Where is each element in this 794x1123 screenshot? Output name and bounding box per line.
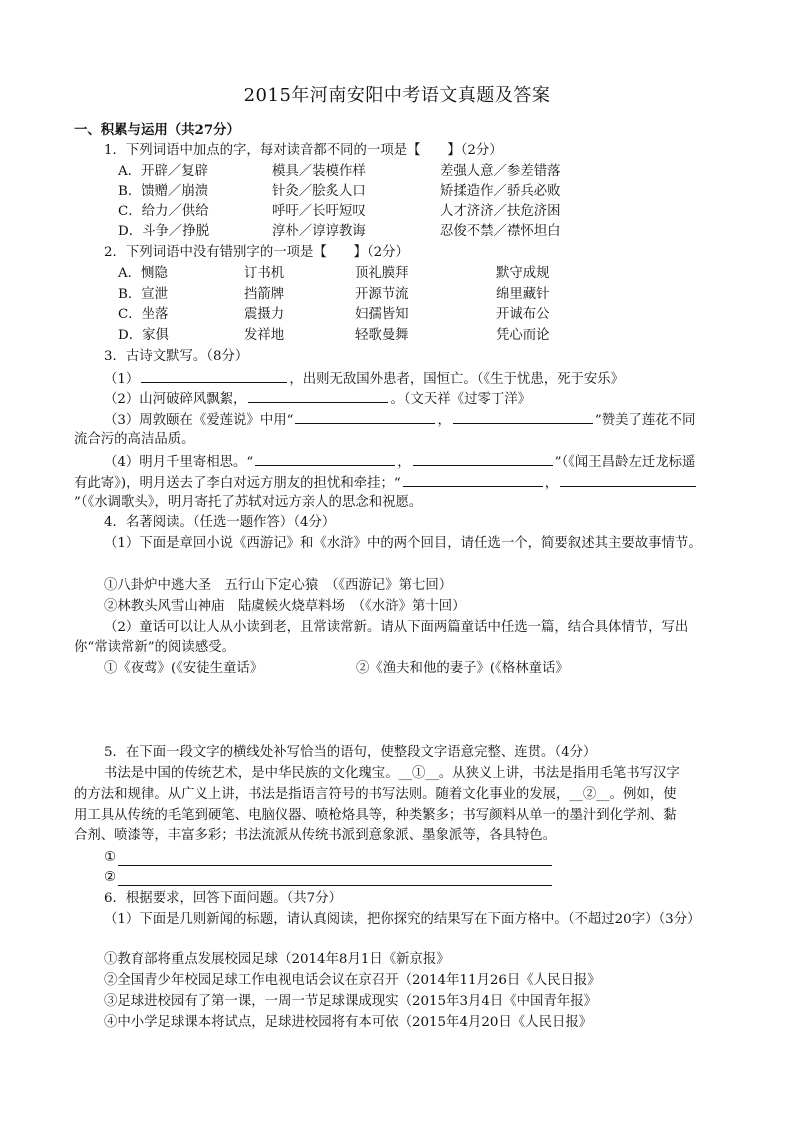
q5-para-line1	[104, 764, 680, 784]
q3-4-blank-d[interactable]	[560, 472, 696, 487]
q1-option-a-2: 模具／装模作样	[272, 164, 366, 179]
q1-option-b-2: 针灸／脍炙人口	[272, 184, 366, 199]
q3-4-blank-a[interactable]	[255, 451, 395, 466]
q3-line4	[104, 451, 695, 473]
q1-option-d-2: 淳朴／谆谆教诲	[272, 224, 366, 239]
q2-d-4: 凭心而论	[496, 328, 550, 343]
q4-part2: （2）童话可以让人从小读到老，且常读常新。请从下面两篇童话中任选一篇，结合具体情节，写出	[104, 620, 689, 635]
q1-option-a-3: 差强人意／参差错落	[440, 164, 561, 179]
q5-blank-2[interactable]: __②__	[569, 787, 610, 802]
q2-a-2: 订书机	[244, 266, 285, 281]
q2-d-3: 轻歌曼舞	[355, 328, 409, 343]
q3-1-text: ，出则无敌国外患者，国恒亡。（《生于忧患，死于安乐》	[289, 372, 625, 387]
q2-b-1: B．宣泄	[118, 287, 169, 302]
q3-4-text: ”（《闻王昌龄左迁龙标遥	[554, 455, 696, 470]
q6-news-4: ④中小学足球课本将试点，足球进校园将有本可依（2015年4月20日《人民日报》	[104, 1015, 593, 1030]
q3-3-blank-b[interactable]	[453, 409, 593, 424]
q6-news-3: ③足球进校园有了第一课，一周一节足球课成现实（2015年3月4日《中国青年报》	[104, 994, 598, 1009]
q2-c-4: 开诚布公	[496, 307, 550, 322]
q1-option-c-3: 人才济济／扶危济困	[440, 204, 561, 219]
q2-b-3: 开源节流	[355, 287, 409, 302]
q1-option-a-1: A．开辟／复辟	[118, 164, 209, 179]
q5-answer-2-line[interactable]	[118, 884, 552, 886]
q5-answer-2-label: ②	[104, 870, 117, 885]
q3-4-blank-b[interactable]	[413, 451, 553, 466]
q3-line4-cont2: ”（《水调歌头》，明月寄托了苏轼对远方亲人的思念和祝愿。	[74, 495, 423, 510]
q1-option-c-1: C．给力／供给	[118, 204, 209, 219]
q3-line3	[104, 409, 695, 431]
q5-answer-1-label: ①	[104, 850, 117, 865]
q1-stem: 1．下列词语中加点的字，每对读音都不同的一项是【 】（2分）	[104, 143, 503, 158]
q3-3-label: （3）周敦颐在《爱莲说》中用“	[104, 413, 294, 428]
q6-part1: （1）下面是几则新闻的标题，请认真阅读，把你探究的结果写在下面方格中。（不超过20字）（3分）	[104, 912, 701, 927]
q2-b-4: 绵里藏针	[496, 287, 550, 302]
q4-chapter-2: ②林教头风雪山神庙 陆虞候火烧草料场 （《水浒》第十回）	[104, 599, 466, 614]
q3-3-text: ”赞美了莲花不同	[594, 413, 696, 428]
q3-3-comma: ，	[437, 413, 451, 428]
q3-line4-cont1	[74, 472, 698, 494]
q1-option-d-3: 忍俊不禁／襟怀坦白	[440, 224, 561, 239]
q3-1-label: （1）	[104, 372, 140, 387]
q1-option-b-3: 矫揉造作／骄兵必败	[440, 184, 561, 199]
q4-chapter-1: ①八卦炉中逃大圣 五行山下定心猿 （《西游记》第七回）	[104, 578, 453, 593]
q3-4-label: （4）明月千里寄相思。“	[104, 455, 254, 470]
q5-para-line4: 合剂、喷漆等，丰富多彩；书法流派从传统书派到意象派、墨象派等，各具特色。	[74, 828, 557, 843]
q2-d-2: 发祥地	[244, 328, 285, 343]
q5-text-1b: 。从狭义上讲，书法是指用毛笔书写汉字	[438, 766, 680, 781]
q2-stem: 2．下列词语中没有错别字的一项是【 】（2分）	[104, 245, 409, 260]
q1-option-d-1: D．斗争／挣脱	[118, 224, 210, 239]
q5-text-2a: 的方法和规律。从广义上讲，书法是指语言符号的书写法则。随着文化事业的发展，	[74, 787, 570, 802]
q3-4-comma: ，	[397, 455, 411, 470]
q3-3-blank-a[interactable]	[295, 409, 435, 424]
q2-c-2: 震摄力	[244, 307, 285, 322]
q3-4-blank-c[interactable]	[403, 472, 543, 487]
q2-c-3: 妇孺皆知	[355, 307, 409, 322]
q3-4-cont-comma: ，	[544, 476, 559, 491]
q3-line2	[104, 388, 531, 410]
q2-a-3: 顶礼膜拜	[355, 266, 409, 281]
q3-1-blank[interactable]	[141, 368, 287, 383]
q5-answer-1-line[interactable]	[118, 864, 552, 866]
q3-4-cont-text: 有此寄》)，明月送去了李白对远方朋友的担忧和牵挂；“	[74, 476, 401, 491]
q5-text-1a: 书法是中国的传统艺术，是中华民族的文化瑰宝。	[104, 766, 399, 781]
q5-para-line2	[74, 785, 677, 805]
q2-b-2: 挡箭牌	[244, 287, 285, 302]
section-heading: 一、积累与运用（共27分）	[74, 122, 240, 138]
q3-2-blank[interactable]	[248, 388, 388, 403]
q5-stem: 5．在下面一段文字的横线处补写恰当的语句，使整段文字语意完整、连贯。（4分）	[104, 745, 597, 760]
q6-news-2: ②全国青少年校园足球工作电视电话会议在京召开（2014年11月26日《人民日报》	[104, 973, 601, 988]
q3-line3-cont: 流合污的高洁品质。	[74, 432, 195, 447]
q2-a-4: 默守成规	[496, 266, 550, 281]
q3-stem: 3．古诗文默写。（8分）	[104, 349, 249, 364]
q1-option-c-2: 呼吁／长吁短叹	[272, 204, 366, 219]
q6-stem: 6．根据要求，回答下面问题。（共7分）	[104, 891, 342, 906]
q4-part1: （1）下面是章回小说《西游记》和《水浒》中的两个回目，请任选一个，简要叙述其主要故事情节。	[104, 536, 702, 551]
q4-part2-cont: 你“常读常新”的阅读感受。	[74, 640, 235, 655]
q5-para-line3: 用工具从传统的毛笔到硬笔、电脑仪器、喷枪烙具等，种类繁多；书写颜料从单一的墨汁到化学剂、黏	[74, 808, 677, 823]
q4-option-1: ①《夜莺》(《安徒生童话》	[104, 661, 264, 676]
q2-d-1: D．家俱	[118, 328, 169, 343]
q2-a-1: A．恻隐	[118, 266, 168, 281]
q2-c-1: C．坐落	[118, 307, 169, 322]
q3-2-label: （2）山河破碎风飘絮，	[104, 392, 247, 407]
q5-blank-1[interactable]: __①__	[398, 766, 439, 781]
q4-option-2: ②《渔夫和他的妻子》(《格林童话》	[356, 661, 569, 676]
q3-2-text: 。（文天祥《过零丁洋》	[390, 392, 532, 407]
page-title: 2015年河南安阳中考语文真题及答案	[243, 85, 551, 106]
q4-stem: 4．名著阅读。（任选一题作答）（4分）	[104, 515, 336, 530]
q5-text-2b: 。例如，使	[609, 787, 677, 802]
q3-line1	[104, 368, 624, 390]
q1-option-b-1: B．馈赠／崩溃	[118, 184, 209, 199]
q6-news-1: ①教育部将重点发展校园足球（2014年8月1日《新京报》	[104, 952, 450, 967]
